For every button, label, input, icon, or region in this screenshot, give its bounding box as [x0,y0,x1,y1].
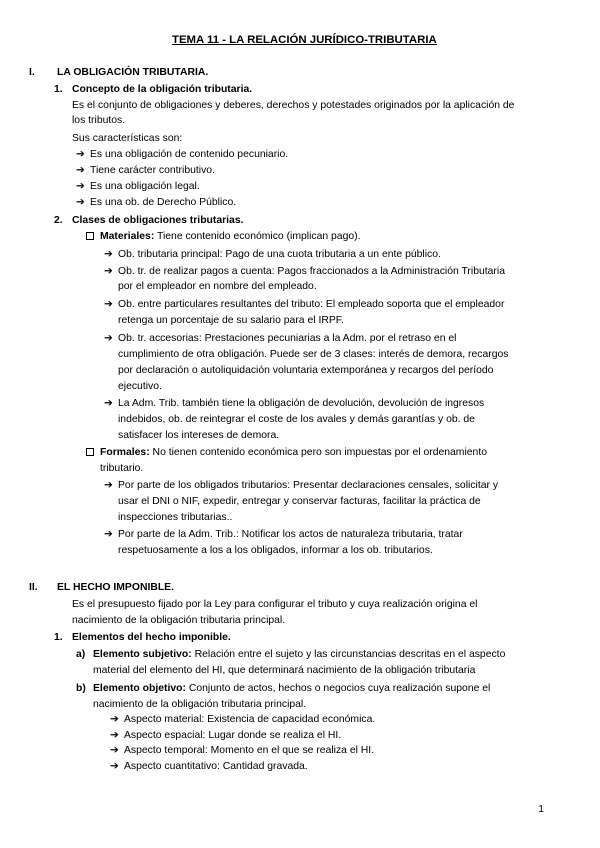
arrow-icon: ➔ [110,745,119,756]
checkbox-icon [86,232,94,240]
list-item: ➔ Ob. tributaria principal: Pago de una cuota tributaria a un ente público. [104,249,441,260]
arrow-icon: ➔ [76,197,85,208]
list-item-continuation: inspecciones tributarias.. [118,512,233,523]
list-item-continuation: por declaración o autoliquidación voluntaria extemporánea y recargos del período [118,365,494,376]
section-1-number: I. [29,67,35,78]
arrow-icon: ➔ [104,398,113,409]
list-item-continuation: usar el DNI o NIF, expedir, entregar y conservar facturas, facilitar la práctica de [118,496,481,507]
item-a-continuation: material del elemento del HI, que determinará nacimiento de la obligación tributaria [93,665,476,676]
subsection-1-2-number: 2. [54,215,63,226]
category-formales: Formales: No tienen contenido económica pero son impuestas por el ordenamiento [86,446,487,460]
item-b: Elemento objetivo: Conjunto de actos, hechos o negocios cuya realización supone el [93,683,491,694]
paragraph-line: nacimiento de la obligación tributaria principal. [72,615,286,626]
page-number: 1 [538,804,544,815]
arrow-icon: ➔ [104,480,113,491]
subsection-1-2-heading: Clases de obligaciones tributarias. [72,215,244,226]
section-2-heading: EL HECHO IMPONIBLE. [57,582,175,593]
list-item: ➔ Por parte de la Adm. Trib.: Notificar los actos de naturaleza tributaria, tratar [104,529,463,540]
list-item-continuation: cumplimiento de otra obligación. Puede ser de 3 clases: interés de demora, recargos [118,349,509,360]
page-title: TEMA 11 - LA RELACIÓN JURÍDICO-TRIBUTARIA [172,34,437,46]
list-item: ➔ Aspecto temporal: Momento en el que se realiza el HI. [110,745,375,756]
subsection-2-1-heading: Elementos del hecho imponible. [72,632,231,643]
list-item: ➔ Es una obligación de contenido pecuniario. [76,149,289,160]
list-item-continuation: ejecutivo. [118,381,162,392]
arrow-icon: ➔ [76,149,85,160]
item-b-continuation: nacimiento de la obligación tributaria principal. [93,699,307,710]
list-item: ➔ Por parte de los obligados tributarios: Presentar declaraciones censales, solicitar y [104,480,499,491]
section-1-heading: LA OBLIGACIÓN TRIBUTARIA. [57,67,209,78]
subsection-2-1-number: 1. [54,632,63,643]
list-item: ➔ Es una obligación legal. [76,181,200,192]
paragraph-line: Es el presupuesto fijado por la Ley para configurar el tributo y cuya realización origina el [72,599,478,610]
paragraph-line: Sus características son: [72,133,183,144]
list-item-continuation: retenga un porcentaje de su salario para el IRPF. [118,315,344,326]
list-item: ➔ Tiene carácter contributivo. [76,165,215,176]
list-item-continuation: satisfacer los intereses de demora. [118,430,280,441]
item-a-marker: a) [76,649,86,660]
list-item: ➔ La Adm. Trib. también tiene la obligación de devolución, devolución de ingresos [104,398,485,409]
list-item: ➔ Es una ob. de Derecho Público. [76,197,237,208]
arrow-icon: ➔ [104,333,113,344]
arrow-icon: ➔ [110,714,119,725]
arrow-icon: ➔ [104,529,113,540]
list-item: ➔ Aspecto espacial: Lugar donde se realiza el HI. [110,730,342,741]
arrow-icon: ➔ [76,181,85,192]
subsection-1-1-number: 1. [54,84,63,95]
list-item: ➔ Aspecto cuantitativo: Cantidad gravada. [110,761,308,772]
category-materiales: Materiales: Tiene contenido económico (implican pago). [86,230,361,244]
paragraph-continuation: tributario. [100,463,144,474]
list-item-continuation: indebidos, ob. de reintegrar el coste de los avales y demás garantías y ob. de [118,414,475,425]
list-item: ➔ Ob. tr. de realizar pagos a cuenta: Pagos fraccionados a la Administración Tributaria [104,266,505,277]
arrow-icon: ➔ [76,165,85,176]
arrow-icon: ➔ [104,299,113,310]
arrow-icon: ➔ [110,730,119,741]
list-item-continuation: respetuosamente a los a los obligados, informar a los ob. tributarios. [118,545,433,556]
subsection-1-1-heading: Concepto de la obligación tributaria. [72,84,253,95]
paragraph-line: Es el conjunto de obligaciones y deberes, derechos y potestades originados por la aplicación de [72,100,515,111]
list-item-continuation: por el empleador en nombre del empleado. [118,281,317,292]
arrow-icon: ➔ [104,249,113,260]
list-item: ➔ Ob. entre particulares resultantes del tributo: El empleado soporta que el empleador [104,299,505,310]
arrow-icon: ➔ [110,761,119,772]
paragraph-line: los tributos. [72,115,126,126]
item-a: Elemento subjetivo: Relación entre el sujeto y las circunstancias descritas en el aspecto [93,649,506,660]
list-item: ➔ Ob. tr. accesorias: Prestaciones pecuniarias a la Adm. por el retraso en el [104,333,457,344]
checkbox-icon [86,448,94,456]
list-item: ➔ Aspecto material: Existencia de capacidad económica. [110,714,376,725]
arrow-icon: ➔ [104,266,113,277]
section-2-number: II. [29,582,38,593]
item-b-marker: b) [76,683,86,694]
